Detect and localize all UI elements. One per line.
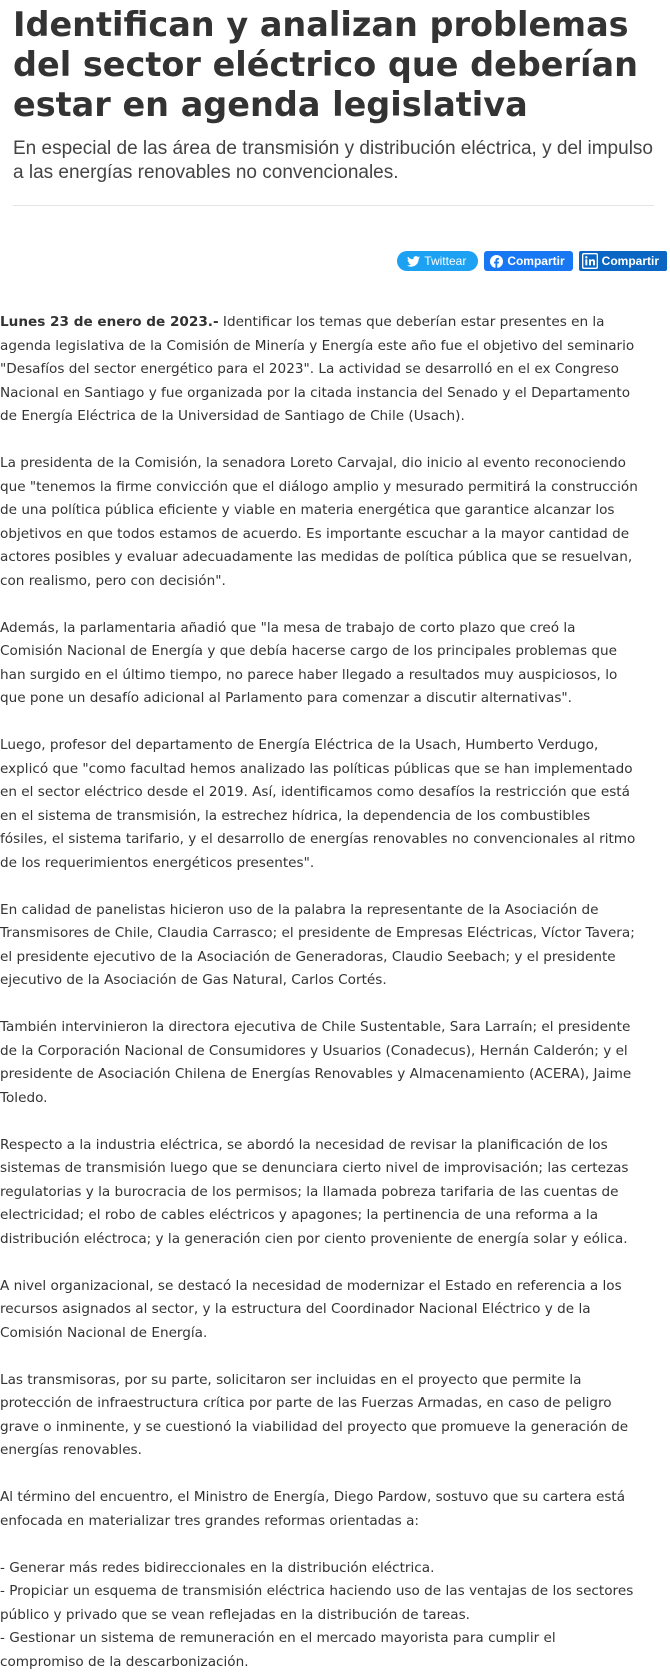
article-paragraph: Luego, profesor del departamento de Energía Eléctrica de la Usach, Humberto Verdugo, explicó que "como facultad hemos analizado las políticas públicas que se han implementado en el sector eléctrico desde el 2019. Así, identificamos como desafíos la restricción que está en el sistema de transmisión, la estrechez hídrica, la dependencia de los combustibles fósiles, el sistema tarifario, y el desarrollo de energías renovables no convencionales al ritmo de los requerimientos energéticos presentes". [0, 737, 636, 871]
article-paragraph: Al término del encuentro, el Ministro de Energía, Diego Pardow, sostuvo que su cartera está enfocada en materializar tres grandes reformas orientadas a: [0, 1489, 626, 1529]
article-lead-text: Identificar los temas que deberían estar presentes en la agenda legislativa de la Comisión de Minería y Energía este año fue el objetivo del seminario "Desafíos del sector energético para el 2023". La actividad se desarrolló en el ex Congreso Nacional en Santiago y fue organizada por la citada instancia del Senado y el Departamento de Energía Eléctrica de la Universidad de Santiago de Chile (Usach). [0, 314, 635, 424]
article-list-item: - Propiciar un esquema de transmisión eléctrica haciendo uso de las ventajas de los sectores público y privado que se vean reflejadas en la distribución de tareas. [0, 1583, 634, 1623]
facebook-share-label: Compartir [507, 254, 565, 268]
page-title: Identifican y analizan problemas del sector eléctrico que deberían estar en agenda legislativa [13, 5, 638, 124]
article-body [0, 311, 642, 1674]
twitter-share-button[interactable] [397, 251, 478, 271]
twitter-icon [407, 256, 420, 267]
article-list-item: - Generar más redes bidireccionales en la distribución eléctrica. [0, 1559, 435, 1576]
article-lead-paragraph [0, 311, 642, 429]
linkedin-share-button[interactable] [579, 251, 667, 271]
article-paragraph: También intervinieron la directora ejecutiva de Chile Sustentable, Sara Larraín; el presidente de la Corporación Nacional de Consumidores y Usuarios (Conadecus), Hernán Calderón; y el presidente de Asociación Chilena de Energías Renovables y Almacenamiento (ACERA), Jaime Toledo. [0, 1019, 632, 1106]
article-paragraph: Además, la parlamentaria añadió que "la mesa de trabajo de corto plazo que creó la Comisión Nacional de Energía y que debía hacerse cargo de los principales problemas que han surgido en el último tiempo, no parece haber llegado a resultados muy auspiciosos, lo que pone un desafío adicional al Parlamento para comenzar a discutir alternativas". [0, 619, 618, 706]
article-paragraph: A nivel organizacional, se destacó la necesidad de modernizar el Estado en referencia a los recursos asignados al sector, y la estructura del Coordinador Nacional Eléctrico y de la Comisión Nacional de Energía. [0, 1277, 622, 1341]
page-subtitle: En especial de las área de transmisión y distribución eléctrica, y del impulso a las energías renovables no convencionales. [13, 138, 653, 183]
article-paragraph: Respecto a la industria eléctrica, se abordó la necesidad de revisar la planificación de los sistemas de transmisión luego que se denunciara cierto nivel de improvisación; las certezas regulatorias y la burocracia de los permisos; la llamada pobreza tarifaria de las cuentas de electricidad; el robo de cables eléctricos y apagones; la pertinencia de una reforma a la distribución eléctroca; y la generación cien por ciento proveniente de energía solar y eólica. [0, 1136, 629, 1247]
article-paragraph: Las transmisoras, por su parte, solicitaron ser incluidas en el proyecto que permite la protección de infraestructura crítica por parte de las Fuerzas Armadas, en caso de peligro grave o inminente, y se cuestionó la viabilidad del proyecto que promueve la generación de energías renovables. [0, 1371, 629, 1458]
facebook-icon [490, 255, 503, 268]
linkedin-share-label: Compartir [601, 254, 659, 268]
linkedin-icon [582, 253, 598, 269]
divider [13, 205, 654, 206]
article-list-item: - Gestionar un sistema de remuneración en el mercado mayorista para cumplir el compromiso de la descarbonización. [0, 1630, 556, 1670]
article-paragraph: En calidad de panelistas hicieron uso de la palabra la representante de la Asociación de Transmisores de Chile, Claudia Carrasco; el presidente de Empresas Eléctricas, Víctor Tavera; el presidente ejecutivo de la Asociación de Generadoras, Claudio Seebach; y el presidente ejecutivo de la Asociación de Gas Natural, Carlos Cortés. [0, 901, 635, 988]
article-page [13, 0, 655, 206]
article-dateline: Lunes 23 de enero de 2023.- [0, 314, 219, 330]
twitter-share-label: Twittear [424, 254, 467, 268]
article-paragraph: La presidenta de la Comisión, la senadora Loreto Carvajal, dio inicio al evento reconociendo que "tenemos la firme convicción que el diálogo amplio y mesurado permitirá la construcción de una política pública eficiente y viable en materia energética que garantice alcanzar los objetivos en que todos estamos de acuerdo. Es importante escuchar a la mayor cantidad de actores posibles y evaluar adecuadamente las medidas de política pública que se resuelvan, con realismo, pero con decisión". [0, 455, 638, 589]
share-bar [397, 251, 667, 271]
facebook-share-button[interactable] [484, 251, 572, 271]
